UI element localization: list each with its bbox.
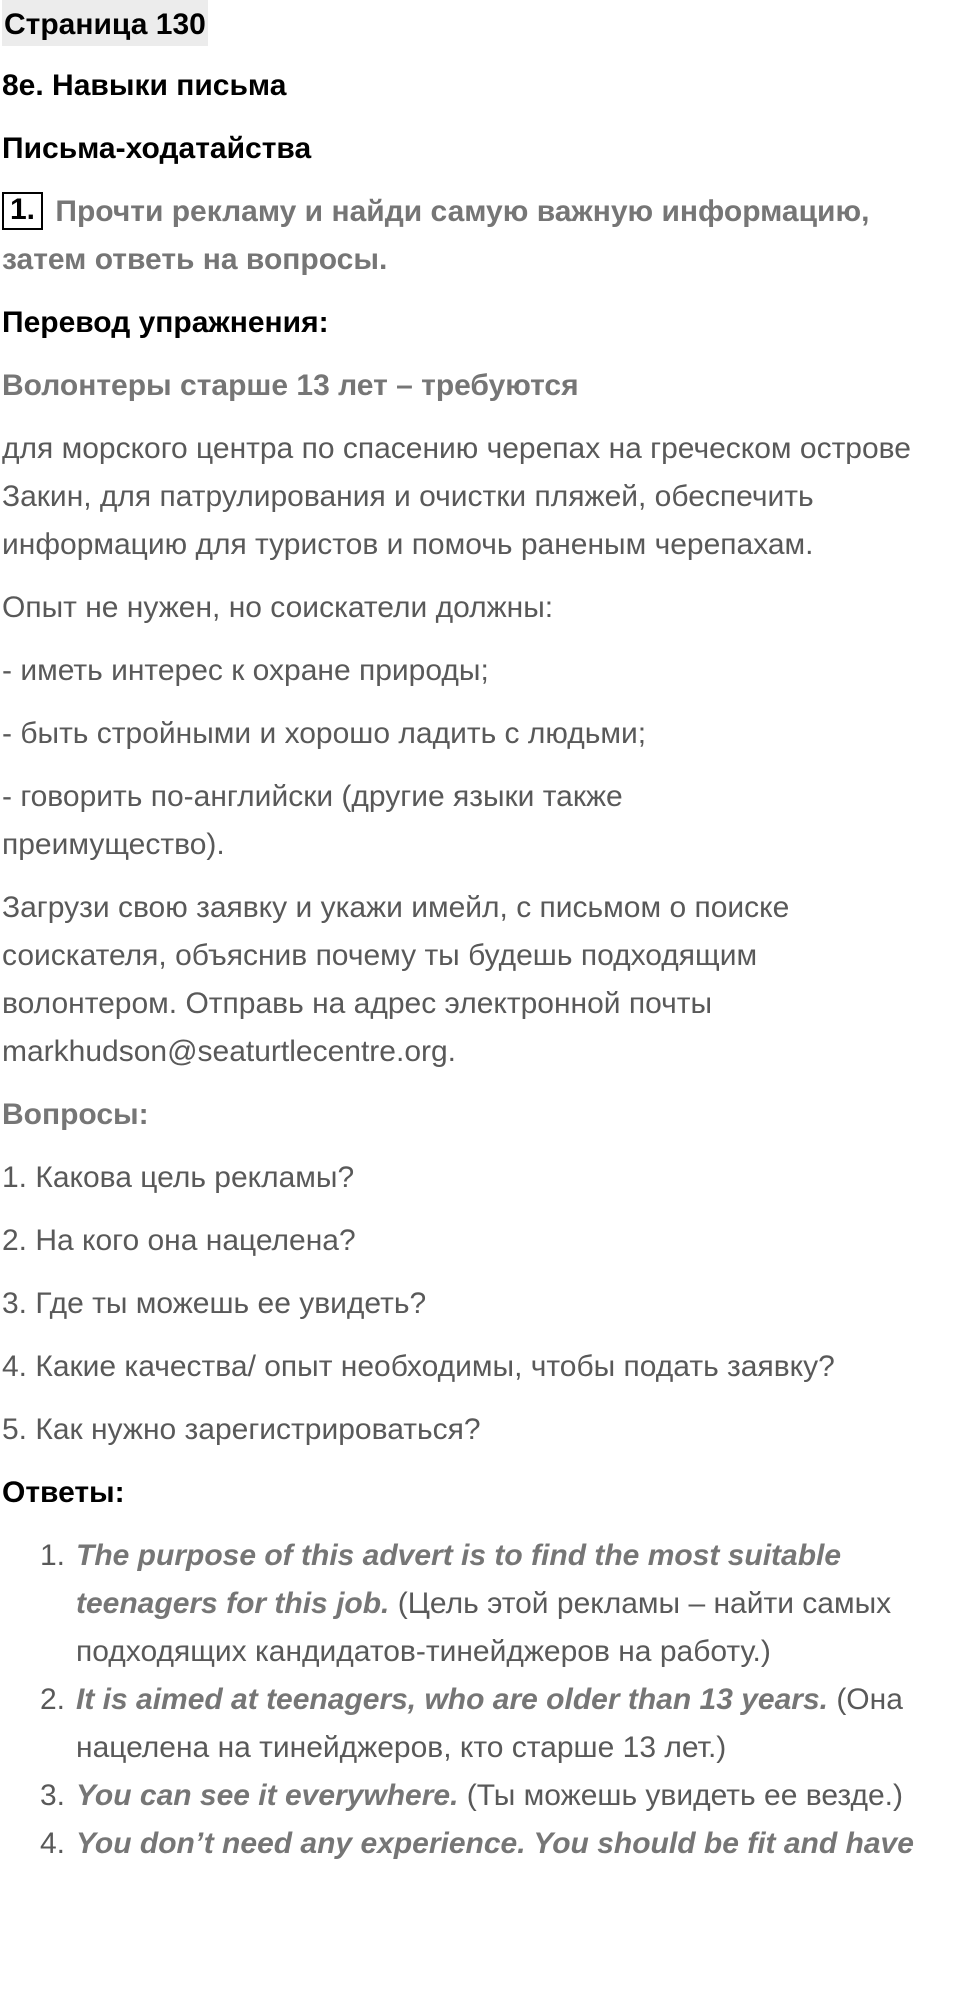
answer-number: 2. [40, 1683, 66, 1716]
answer-russian: (Цель этой рекламы – найти самых подходящих кандидатов-тинейджеров на работу.) [76, 1587, 892, 1668]
answer-english: It is aimed at teenagers, who are older than 13 years. [76, 1683, 828, 1716]
ad-headline: Волонтеры старше 13 лет – требуются [2, 369, 579, 402]
requirement-item: - говорить по-английски (другие языки также преимущество). [2, 780, 623, 861]
answer-item [40, 1772, 957, 1820]
answer-english: You don’t need any experience. You should be fit and have [76, 1827, 914, 1860]
answer-item [40, 1532, 957, 1676]
requirement-item: - быть стройными и хорошо ладить с людьми; [2, 717, 647, 750]
answer-item [40, 1820, 957, 1868]
answer-number: 1. [40, 1539, 66, 1572]
answer-russian: (Ты можешь увидеть ее везде.) [466, 1779, 903, 1812]
answer-english: You can see it everywhere. [76, 1779, 459, 1812]
answer-number: 4. [40, 1827, 66, 1860]
ad-body: для морского центра по спасению черепах на греческом острове Закин, для патрулирования и очистки пляжей, обеспечить информацию для туристов и помочь раненым черепахам. [2, 432, 911, 561]
question-item: 2. На кого она нацелена? [2, 1224, 356, 1257]
page-label-row [2, 0, 957, 50]
requirement-item: - иметь интерес к охране природы; [2, 654, 489, 687]
translation-heading: Перевод упражнения: [2, 306, 329, 339]
exercise-instruction [2, 188, 957, 284]
question-item: 4. Какие качества/ опыт необходимы, чтобы подать заявку? [2, 1350, 835, 1383]
section-title: 8e. Навыки письма [2, 69, 287, 102]
question-item: 5. Как нужно зарегистрироваться? [2, 1413, 481, 1446]
answers-list [2, 1532, 957, 1868]
question-item: 3. Где ты можешь ее увидеть? [2, 1287, 427, 1320]
exercise-instruction-text: Прочти рекламу и найди самую важную информацию, затем ответь на вопросы. [2, 195, 870, 276]
apply-text: Загрузи свою заявку и укажи имейл, с письмом о поиске соискателя, объяснив почему ты будешь подходящим волонтером. Отправь на адрес электронной почты markhudson@seaturtlecentre.org. [2, 891, 790, 1068]
answer-russian: (Она нацелена на тинейджеров, кто старше 13 лет.) [76, 1683, 903, 1764]
questions-heading: Вопросы: [2, 1098, 149, 1131]
subsection-title: Письма-ходатайства [2, 132, 312, 165]
page-label: Страница 130 [2, 0, 208, 46]
answer-number: 3. [40, 1779, 66, 1812]
answer-english: The purpose of this advert is to find the most suitable teenagers for this job. [76, 1539, 842, 1620]
answer-item [40, 1676, 957, 1772]
question-item: 1. Какова цель рекламы? [2, 1161, 355, 1194]
exercise-number: 1. [2, 192, 43, 230]
requirements-intro: Опыт не нужен, но соискатели должны: [2, 591, 554, 624]
answers-heading: Ответы: [2, 1476, 125, 1509]
